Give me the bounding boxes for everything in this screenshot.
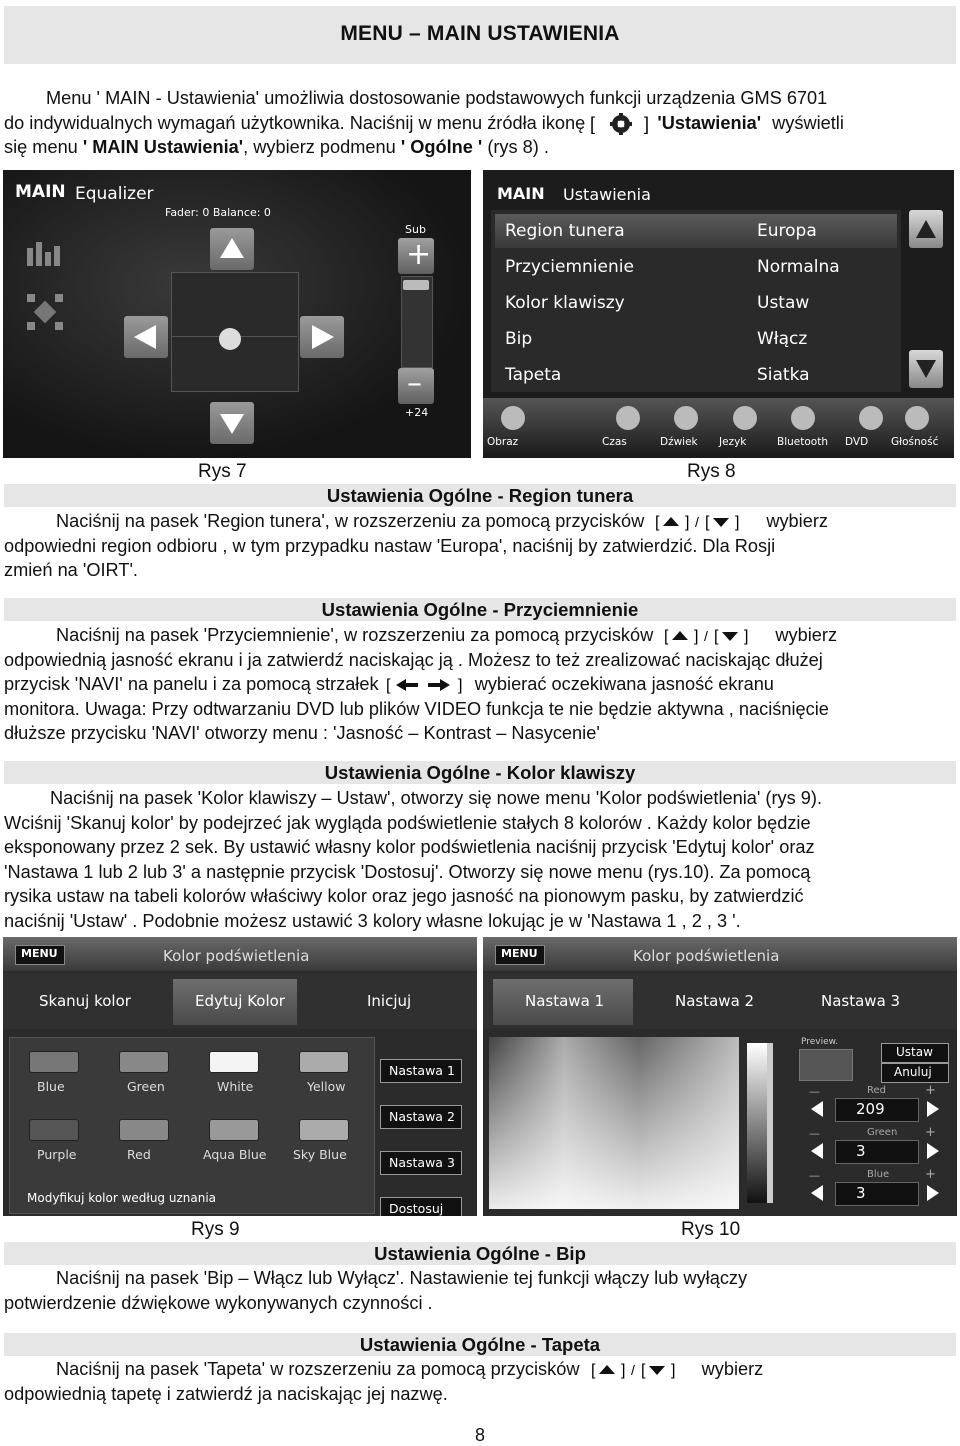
color-option-label: Green [127,1079,165,1094]
tab-icon [733,406,757,430]
color-option[interactable] [289,1113,375,1175]
channel-minus-hint: — [809,1085,820,1098]
tab-icon [616,406,640,430]
brightness-bar[interactable] [747,1043,767,1203]
balance-marker[interactable] [219,328,241,350]
settings-row-value: Siatka [757,365,810,385]
color-option-label: Sky Blue [293,1147,347,1162]
screen-title: Equalizer [75,184,154,204]
page-title: MENU – MAIN USTAWIENIA [340,22,620,45]
menu-button[interactable]: MENU [15,945,65,965]
channel-value: 3 [856,1142,866,1160]
channel-minus-hint: — [809,1169,820,1182]
color-menu-tab-label: Inicjuj [367,992,412,1010]
svg-text:[: [ [590,113,596,134]
settings-row-label: Bip [505,329,533,349]
page-number: 8 [474,1425,485,1445]
caption-rys7: Rys 7 [198,461,247,482]
fader-up-button[interactable] [210,228,254,270]
settings-tab[interactable] [719,402,775,454]
preset-button[interactable] [380,1151,462,1175]
intro-paragraph [4,86,956,160]
settings-row-value: Europa [757,221,817,241]
preset-button-label: Nastawa 3 [389,1155,455,1170]
adjust-button[interactable] [380,1197,462,1216]
preset-button-label: Dostosuj [389,1201,444,1216]
color-swatch [119,1051,169,1073]
channel-value-box [835,1182,919,1206]
tab-icon [501,406,525,430]
section-title-dimming: Ustawienia Ogólne - Przyciemnienie [4,598,956,621]
settings-row[interactable] [495,214,897,248]
color-option[interactable] [289,1045,375,1107]
equalizer-icon[interactable] [25,238,65,268]
color-menu-tab[interactable] [303,979,473,1025]
settings-tab-label: DVD [845,436,869,448]
color-swatch [29,1119,79,1141]
sub-value: +24 [405,406,429,419]
color-option[interactable] [199,1113,285,1175]
preset-button-label: Nastawa 2 [389,1109,455,1124]
scroll-up-button[interactable] [909,210,943,248]
channel-decrease-button[interactable] [805,1098,829,1120]
modify-color-hint: Modyfikuj kolor według uznania [27,1191,217,1205]
preview-label: Preview. [801,1037,839,1047]
settings-tab-label: Bluetooth [777,436,828,448]
settings-row-label: Tapeta [505,365,562,385]
channel-plus-hint: + [925,1083,936,1098]
color-option[interactable] [19,1045,105,1107]
svg-text:]: ] [694,628,699,646]
settings-tab[interactable] [777,402,833,454]
color-option[interactable] [109,1045,195,1107]
set-button[interactable]: Ustaw [881,1043,949,1063]
svg-text:]: ] [670,1362,676,1380]
channel-value-box [835,1140,919,1164]
sub-plus-button[interactable]: + [398,238,434,274]
svg-text:]: ] [620,1362,626,1380]
settings-row[interactable] [495,322,897,356]
settings-row-label: Kolor klawiszy [505,293,625,313]
color-option-label: Blue [37,1079,65,1094]
color-menu-tab[interactable] [13,979,163,1025]
channel-increase-button[interactable] [921,1182,945,1204]
equalizer-screenshot [3,170,471,458]
channel-value-box [835,1098,919,1122]
balance-left-button[interactable] [124,316,168,358]
color-swatch [299,1119,349,1141]
preview-swatch [799,1049,853,1081]
sub-label: Sub [405,223,426,236]
channel-value: 3 [856,1184,866,1202]
settings-tab-label: Czas [602,436,627,448]
settings-row-value: Normalna [757,257,840,277]
up-down-buttons-icon [658,626,770,646]
settings-tab-label: Dźwiek [660,436,698,448]
color-swatch [209,1051,259,1073]
color-menu-tab[interactable] [173,979,297,1025]
intro-line-3: się menu ' MAIN Ustawienia', wybierz podmenu ' Ogólne ' (rys 8) . [4,137,549,157]
tab-icon [674,406,698,430]
main-label: MAIN [497,184,545,203]
svg-text:]: ] [644,113,650,134]
svg-text:[: [ [714,628,719,646]
channel-value: 209 [856,1100,885,1118]
settings-row[interactable] [495,286,897,320]
menu-button[interactable]: MENU [495,945,545,965]
svg-text:[: [ [705,514,710,532]
channel-increase-button[interactable] [921,1098,945,1120]
svg-text:/: / [704,628,709,645]
cancel-button[interactable]: Anuluj [881,1063,949,1083]
settings-tab[interactable] [487,402,543,454]
sub-minus-button[interactable]: – [398,368,434,404]
settings-tab-label: Głośność [891,436,939,448]
speaker-position-icon[interactable] [25,292,65,332]
screen-title: Kolor podświetlenia [633,947,780,965]
color-option[interactable] [199,1045,285,1107]
section-key-color-body: Naciśnij na pasek 'Kolor klawiszy – Ustaw', otworzy się nowe menu 'Kolor podświetlenia' (rys 9). Wciśnij 'Skanuj kolor' by podejrzeć jak wygląda podświetlenie stałych 8 kolorów . Każdy kolor będzie eksponowany przez 2 sek. By ustawić własny kolor podświetlenia naciśnij przycisk 'Edytuj kolor' oraz 'Nastawa 1 lub 2 lub 3' a następnie przycisk 'Dostosuj'. Otworzy się nowe menu (rys.10). Za pomocą rysika ustaw na tabeli kolorów właściwy kolor oraz jego jasność na pionowym pasku, by zatwierdzić naciśnij 'Ustaw' . Podobnie możesz ustawić 3 kolory własne lokując je w 'Nastawa 1 , 2 , 3 '. [4,788,823,931]
settings-tab-label: Obraz [487,436,519,448]
channel-decrease-button[interactable] [805,1140,829,1162]
channel-name: Red [867,1085,886,1096]
preset-tab[interactable] [493,979,633,1025]
preset-tab-label: Nastawa 3 [821,992,901,1010]
svg-text:[: [ [590,1362,596,1380]
main-label: MAIN [15,182,66,202]
channel-name: Green [867,1127,898,1138]
caption-rys10: Rys 10 [681,1219,741,1240]
intro-line-2: do indywidualnych wymagań użytkownika. Naciśnij w menu źródła ikonę [ ] 'Ustawienia' wyświetli [4,112,844,134]
section-dimming-body: Naciśnij na pasek 'Przyciemnienie', w rozszerzeniu za pomocą przycisków [ ] / [ ] wybierz odpowiednią jasność ekranu i ja zatwierdź naciskając ją . Możesz to też zrealizować naciskając dłużej przycisk 'NAVI' na panelu i za pomocą strzałek [ ] wybierać oczekiwana jasność ekranu monitora. Uwaga: Przy odtwarzaniu DVD lub plików VIDEO funkcja te nie będzie aktywna , naciśnięcie dłuższe przycisku 'NAVI' otworzy menu : 'Jasność – Kontrast – Nasycenie' [4,625,838,743]
tab-icon [791,406,815,430]
preset-tab-label: Nastawa 2 [675,992,755,1010]
intro-line-1: Menu ' MAIN - Ustawienia' umożliwia dostosowanie podstawowych funkcji urządzenia GMS 6701 [46,88,828,108]
settings-screenshot [483,170,954,458]
color-option-label: White [217,1079,254,1094]
gear-icon [590,113,652,135]
color-table[interactable] [489,1037,789,1212]
settings-tab[interactable] [660,402,716,454]
section-title-region: Ustawienia Ogólne - Region tunera [4,484,956,507]
settings-tab-label: Jezyk [719,436,747,448]
preset-tab-label: Nastawa 1 [525,992,605,1010]
color-menu-tab-label: Edytuj Kolor [195,992,285,1010]
color-swatch [299,1051,349,1073]
settings-tab[interactable] [891,402,947,454]
color-swatch [209,1119,259,1141]
sub-slider-thumb[interactable] [403,280,429,290]
channel-minus-hint: — [809,1127,820,1140]
svg-text:[: [ [664,628,669,646]
settings-row-label: Przyciemnienie [505,257,634,277]
svg-text:]: ] [685,514,690,532]
color-option-label: Aqua Blue [203,1147,267,1162]
preset-tab[interactable] [789,979,949,1025]
screen-title: Ustawienia [563,185,651,204]
svg-text:[: [ [640,1362,646,1380]
svg-text:[: [ [655,514,660,532]
preset-button-label: Nastawa 1 [389,1063,455,1078]
channel-decrease-button[interactable] [805,1182,829,1204]
section-title-wallpaper: Ustawienia Ogólne - Tapeta [4,1333,956,1356]
screen-title: Kolor podświetlenia [163,947,310,965]
preset-tab[interactable] [643,979,779,1025]
section-title-key-color: Ustawienia Ogólne - Kolor klawiszy [4,761,956,784]
color-menu-screenshot [3,937,477,1216]
up-down-buttons-icon [585,1360,697,1380]
color-option[interactable] [19,1113,105,1175]
section-region-body: Naciśnij na pasek 'Region tunera', w rozszerzeniu za pomocą przycisków [ ] / [ ] wybierz odpowiedni region odbioru , w tym przypadku nastaw 'Europa', naciśnij by zatwierdzić. Dla Rosji zmień na 'OIRT'. [4,511,828,580]
settings-tab[interactable] [602,402,658,454]
svg-text:]: ] [744,628,749,646]
section-wallpaper-body: Naciśnij na pasek 'Tapeta' w rozszerzeniu za pomocą przycisków [ ] / [ ] wybierz odpowiednią tapetę i zatwierdź ja naciskając jej nazwę. [4,1359,764,1404]
color-edit-screenshot [483,937,957,1216]
tab-icon [905,406,929,430]
caption-rys9: Rys 9 [191,1219,240,1240]
color-menu-tab-label: Skanuj kolor [39,992,131,1010]
settings-row-value: Ustaw [757,293,810,313]
left-right-arrows-icon [384,675,470,695]
settings-row-value: Włącz [757,329,808,349]
tab-icon [859,406,883,430]
settings-row-label: Region tunera [505,221,625,241]
color-swatch [29,1051,79,1073]
color-swatch [119,1119,169,1141]
section-beep-body: Naciśnij na pasek 'Bip – Włącz lub Wyłącz'. Nastawienie tej funkcji włączy lub wyłączy potwierdzenie dźwiękowe wykonywanych czynności . [4,1268,748,1313]
fader-readout: Fader: 0 Balance: 0 [165,206,271,219]
color-option-label: Red [127,1147,151,1162]
channel-name: Blue [867,1169,890,1180]
svg-text:/: / [630,1362,635,1379]
channel-increase-button[interactable] [921,1140,945,1162]
preset-button[interactable] [380,1059,462,1083]
svg-text:[: [ [385,677,391,695]
color-option-label: Yellow [307,1079,346,1094]
channel-plus-hint: + [925,1167,936,1182]
color-option[interactable] [109,1113,195,1175]
settings-row[interactable] [495,358,897,392]
up-down-buttons-icon [649,512,761,532]
svg-text:/: / [695,514,700,531]
svg-text:]: ] [735,514,740,532]
balance-right-button[interactable] [300,316,344,358]
settings-row[interactable] [495,250,897,284]
caption-rys8: Rys 8 [687,461,736,482]
fader-down-button[interactable] [210,402,254,444]
color-option-label: Purple [37,1147,77,1162]
section-title-beep: Ustawienia Ogólne - Bip [4,1242,956,1265]
scroll-down-button[interactable] [909,350,943,388]
svg-text:]: ] [457,677,463,695]
preset-button[interactable] [380,1105,462,1129]
channel-plus-hint: + [925,1125,936,1140]
